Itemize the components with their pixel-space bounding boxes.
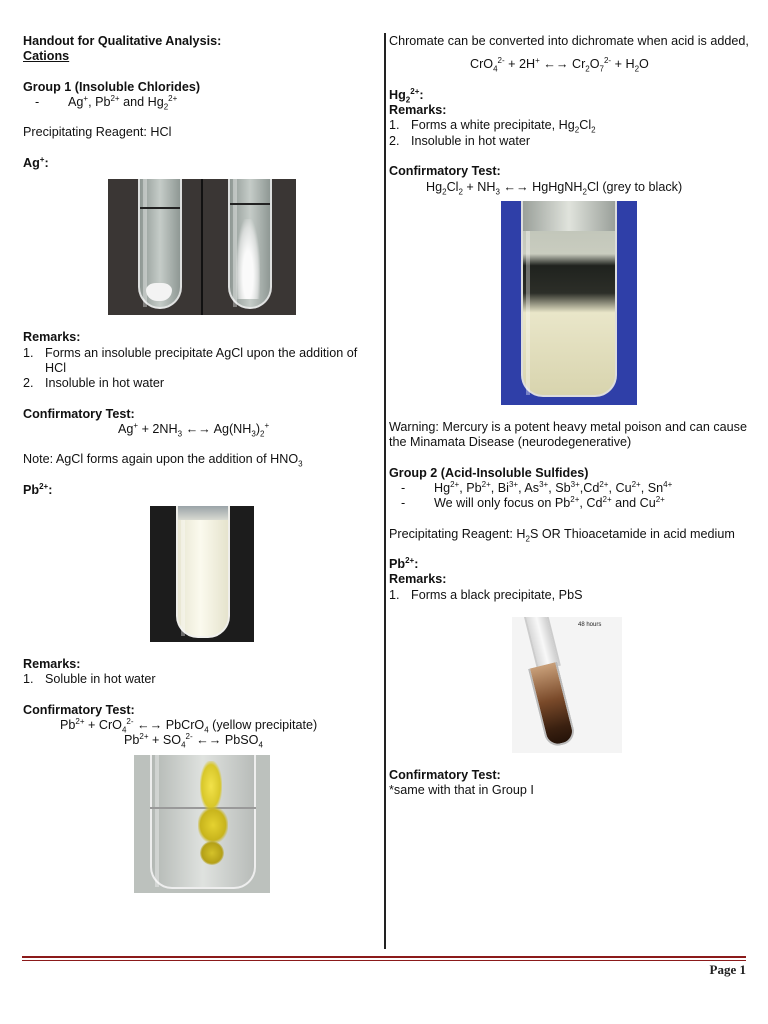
chromate-equation: CrO$_4^{2-}$ + 2H+ ←→ $Cr_2O_7^{2-} + H_2O$ (470, 56, 649, 74)
pb-remark-1: 1. Soluble in hot water (23, 672, 156, 687)
group2-heading: Group 2 (Acid-Insoluble Sulfides) (389, 465, 589, 480)
hg-remarks-heading: Remarks: (389, 103, 447, 118)
hg-heading: $Hg_2^{2+}$: (389, 86, 424, 105)
pbcro4-photo (134, 755, 270, 893)
hg2cl2-photo (501, 201, 637, 405)
agcl-photo (108, 179, 296, 315)
pb-remarks-heading: Remarks: (23, 657, 81, 672)
precipitating-reagent: Precipitating Reagent: HCl (23, 125, 172, 140)
hg-confirmatory-equation: $Hg_2Cl_2 + NH_3$ ←→ HgHgNH$_2$Cl (grey to black) (426, 179, 683, 197)
pbs-photo (512, 617, 622, 753)
ag-confirmatory-heading: Confirmatory Test: (23, 406, 135, 421)
pb-heading: $Pb^{2+}$: (23, 481, 53, 497)
pb-confirmatory-heading: Confirmatory Test: (23, 702, 135, 717)
photo-label: 48 hours (578, 622, 602, 629)
chromate-note: Chromate can be converted into dichromate when acid is added, (389, 34, 749, 48)
hg-remark-1: 1. Forms a white precipitate, $Hg_2Cl_2$ (389, 118, 596, 135)
ag-remarks-heading: Remarks: (23, 330, 81, 345)
handout-title: Handout for Qualitative Analysis: (23, 34, 222, 48)
hg-remark-2: 2. Insoluble in hot water (389, 133, 531, 148)
same-as-group1-note: *same with that in Group I (389, 783, 534, 798)
footer-rule-thin (22, 960, 746, 961)
right-column (389, 34, 749, 799)
group2-pb-heading: $Pb^{2+}$: (389, 555, 419, 572)
ag-confirmatory-equation: $Ag^+ + 2NH_3$ ←→ $Ag(NH_3)_2^+$ (118, 420, 270, 439)
pbs-confirmatory-heading: Confirmatory Test: (389, 768, 501, 783)
group1-heading: Group 1 (Insoluble Chlorides) (23, 79, 201, 94)
group2-precipitating-reagent: Precipitating Reagent: $H_2S$ OR Thioacetamide in acid medium (389, 526, 735, 544)
pb-chromate-equation: $Pb^{2+} + CrO_4^{2-}$ ←→ PbCrO$_4$ (yellow precipitate) (60, 716, 318, 735)
group2-focus: - We will only focus on $Pb^{2+}$, $Cd^{2+}$ and $Cu^{2+}$ (401, 495, 665, 511)
mercury-warning: Warning: Mercury is a potent heavy metal poison and can cause the Minamata Disease (neurodegenerative) (389, 419, 747, 450)
agcl-note: Note: AgCl forms again upon the addition of $HNO_3$ (23, 452, 303, 469)
footer-rule (22, 956, 746, 958)
ag-remark-2: 2. Insoluble in hot water (23, 376, 165, 391)
group1-ions: - Ag+, $Pb^{2+}$ and $Hg_2^{2+}$ (35, 93, 178, 112)
pb-sulfate-equation: $Pb^{2+} + SO_4^{2-}$ ←→ PbSO$_4$ (124, 732, 263, 750)
column-divider (384, 33, 386, 949)
group2-remarks-heading: Remarks: (389, 572, 447, 587)
ag-heading: Ag+: (23, 154, 49, 170)
cations-heading: Cations (23, 49, 70, 64)
pbcl2-photo (150, 506, 254, 642)
ag-remark-1: 1. Forms an insoluble precipitate AgCl upon the addition of HCl (23, 345, 358, 375)
hg-confirmatory-heading: Confirmatory Test: (389, 164, 501, 179)
pbs-remark-1: 1. Forms a black precipitate, PbS (389, 587, 583, 602)
left-column (23, 34, 381, 893)
group2-ions: - $Hg^{2+}$, $Pb^{2+}$, $Bi^{3+}$, $As^{3+}$, $Sb^{3+},Cd^{2+}$, $Cu^{2+}$, $Sn^{4+}$ (401, 479, 673, 495)
page-number: Page 1 (709, 962, 746, 977)
